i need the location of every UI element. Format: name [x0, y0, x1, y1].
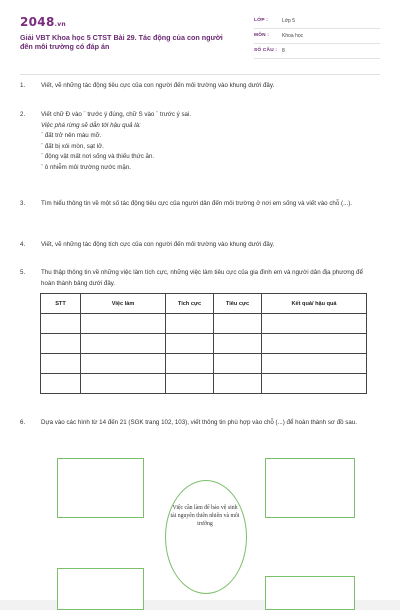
- table-cell[interactable]: [81, 334, 166, 354]
- question-number: 2.: [20, 111, 26, 118]
- activities-table: [40, 293, 367, 394]
- table-cell[interactable]: [41, 314, 81, 334]
- question-number: 6.: [20, 419, 26, 426]
- table-row: [41, 334, 367, 354]
- table-cell[interactable]: [262, 354, 367, 374]
- table-cell[interactable]: [41, 334, 81, 354]
- diagram-center-ellipse: [165, 480, 247, 594]
- column-header: STT: [41, 294, 81, 314]
- question-number: 4.: [20, 241, 26, 248]
- meta-value: Lớp 5: [282, 18, 296, 24]
- table-cell[interactable]: [81, 314, 166, 334]
- table-cell[interactable]: [214, 374, 262, 394]
- table-cell[interactable]: [81, 354, 166, 374]
- meta-key: MÔN :: [254, 33, 270, 38]
- image-frame-top-left[interactable]: [57, 458, 144, 518]
- column-header: Tiêu cực: [214, 294, 262, 314]
- site-logo[interactable]: [20, 15, 66, 29]
- meta-row-class: [254, 14, 380, 29]
- meta-value: 8: [282, 48, 285, 54]
- table-cell[interactable]: [166, 354, 214, 374]
- image-frame-bottom-left[interactable]: [57, 568, 144, 610]
- answer-option[interactable]: ¨ động vật mất nơi sống và thiếu thức ăn.: [41, 153, 155, 160]
- logo-text: 2048: [20, 15, 55, 29]
- answer-option[interactable]: ¨ đất trở nên màu mỡ.: [41, 132, 102, 139]
- header-divider: [20, 74, 380, 75]
- column-header: Kết quả/ hậu quả: [262, 294, 367, 314]
- meta-key: LỚP :: [254, 18, 269, 23]
- example-heading: Việc phá rừng sẽ dẫn tới hậu quả là:: [41, 121, 141, 129]
- question-text: Tìm hiểu thông tin về một số tác động tiêu cực của người dân đến môi trường ở nơi em sống và viết vào chỗ (...).: [41, 200, 353, 207]
- column-header: Tích cực: [166, 294, 214, 314]
- question-text: Dựa vào các hình từ 14 đến 21 (SGK trang 102, 103), viết thông tin phù hợp vào chỗ (...) để hoàn thành sơ đồ sau.: [41, 419, 358, 426]
- table-cell[interactable]: [262, 314, 367, 334]
- image-frame-bottom-right[interactable]: [265, 576, 355, 610]
- question-number: 5.: [20, 269, 26, 276]
- table-cell[interactable]: [166, 334, 214, 354]
- document-header: [20, 14, 380, 70]
- document-title: Giải VBT Khoa học 5 CTST Bài 29. Tác động của con người đến môi trường có đáp án: [20, 33, 223, 52]
- table-cell[interactable]: [166, 374, 214, 394]
- meta-row-count: [254, 44, 380, 59]
- column-header: Việc làm: [81, 294, 166, 314]
- image-frame-top-right[interactable]: [265, 458, 355, 518]
- table-cell[interactable]: [214, 314, 262, 334]
- answer-option[interactable]: ¨ ô nhiễm môi trường nước mặn.: [41, 163, 131, 171]
- meta-value: Khoa học: [282, 33, 304, 39]
- table-cell[interactable]: [81, 374, 166, 394]
- question-number: 1.: [20, 82, 26, 89]
- question-body: [41, 110, 376, 173]
- table-cell[interactable]: [262, 374, 367, 394]
- question-text: Viết, vẽ những tác động tích cực của con người đến môi trường vào khung dưới đây.: [41, 241, 275, 248]
- question-number: 3.: [20, 200, 26, 207]
- table-cell[interactable]: [41, 354, 81, 374]
- question-text: Thu thập thông tin về những việc làm tích cực, những việc làm tiêu cực của gia đình em và người dân địa phương để hoàn thành bảng dưới đây.: [41, 269, 363, 287]
- table-cell[interactable]: [41, 374, 81, 394]
- table-header-row: [41, 294, 367, 314]
- logo-suffix: .vn: [54, 21, 66, 28]
- meta-panel: [254, 14, 380, 59]
- table-cell[interactable]: [262, 334, 367, 354]
- diagram-center-text: Việc cần làm để bảo vệ sinh tài nguyên thiên nhiên và môi trường: [170, 505, 240, 528]
- table-row: [41, 314, 367, 334]
- table-cell[interactable]: [166, 314, 214, 334]
- question-text: Viết chữ Đ vào ¨ trước ý đúng, chữ S vào ¨ trước ý sai.: [41, 111, 192, 118]
- answer-option[interactable]: ¨ đất bị xói mòn, sạt lở.: [41, 142, 104, 150]
- meta-key: SỐ CÂU :: [254, 48, 278, 53]
- table-cell[interactable]: [214, 354, 262, 374]
- table-row: [41, 374, 367, 394]
- table-cell[interactable]: [214, 334, 262, 354]
- table-row: [41, 354, 367, 374]
- question-text: Viết, vẽ những tác động tiêu cực của con người đến môi trường vào khung dưới đây.: [41, 82, 275, 89]
- meta-row-subject: [254, 29, 380, 44]
